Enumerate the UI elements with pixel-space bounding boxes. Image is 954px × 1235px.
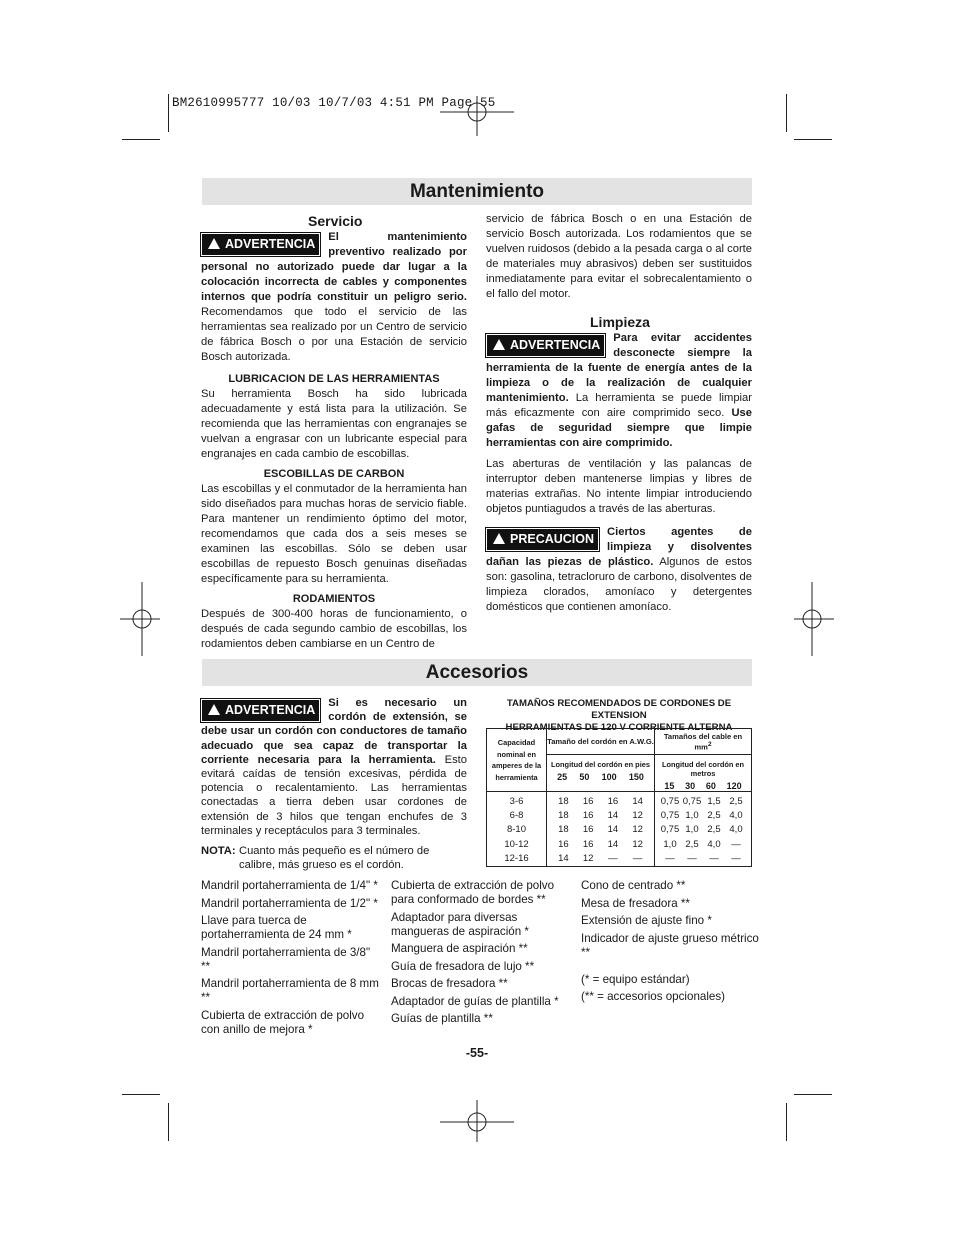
bearings-heading: RODAMIENTOS bbox=[292, 593, 376, 605]
list-item: Cubierta de extracción de polvo con anillo de mejora * bbox=[201, 1008, 365, 1036]
mm-lengths: Longitud del cordón en metros 15 30 60 120 bbox=[655, 755, 752, 792]
table-cell: — bbox=[731, 852, 741, 864]
table-cell: 12 bbox=[632, 838, 643, 850]
table-cell: 16 bbox=[582, 810, 594, 822]
amps-header: Capacidad nominal en amperes de la herramienta bbox=[487, 729, 547, 792]
table-cell: — bbox=[687, 852, 697, 864]
table-cell: 16 bbox=[607, 796, 619, 807]
table-cell: 0,75 bbox=[660, 810, 680, 822]
table-cell: 16 bbox=[582, 838, 594, 850]
amps-cell: 8-10 bbox=[506, 824, 526, 836]
table-title: TAMAÑOS RECOMENDADOS DE CORDONES DE EXTENSION HERRAMIENTAS DE 120 V CORRIENTE ALTERNA bbox=[505, 698, 733, 733]
registration-mark bbox=[794, 582, 834, 656]
table-cell: 4,0 bbox=[729, 824, 743, 836]
table-cell: 1,5 bbox=[707, 796, 721, 807]
amps-cell: 12-16 bbox=[504, 852, 529, 864]
table-row bbox=[547, 809, 654, 823]
table-cell: 14 bbox=[558, 852, 569, 864]
list-item: Adaptador de guías de plantilla * bbox=[391, 994, 559, 1008]
table-cell: 14 bbox=[607, 838, 619, 850]
crop-mark bbox=[122, 139, 160, 140]
crop-mark bbox=[786, 1103, 787, 1141]
warning-triangle-icon bbox=[493, 339, 505, 350]
table-cell: 14 bbox=[632, 796, 643, 807]
table-row bbox=[547, 823, 654, 837]
crop-mark bbox=[786, 94, 787, 132]
list-item: Llave para tuerca de portaherramienta de 24 mm * bbox=[201, 914, 352, 941]
amps-cell: 3-6 bbox=[509, 796, 524, 807]
awg-header: Tamaño del cordón en A.W.G. bbox=[547, 729, 655, 755]
table-cell: 12 bbox=[582, 852, 594, 864]
table-cell: 2,5 bbox=[707, 810, 721, 822]
mm-length-header: 30 bbox=[685, 781, 696, 791]
table-cell: — bbox=[608, 852, 618, 864]
cleaning-text: Las aberturas de ventilación y las palancas de interruptor deben mantenerse limpias y libres de materias extrañas. No intente limpiar introduciendo objetos puntiagudos a través de las aberturas. bbox=[486, 458, 752, 515]
table-cell: 12 bbox=[632, 824, 643, 836]
page-number: -55- bbox=[465, 1046, 489, 1060]
legend-standard: (* = equipo estándar) bbox=[581, 972, 690, 986]
warning-triangle-icon bbox=[208, 238, 220, 249]
section-title-maintenance: Mantenimiento bbox=[202, 178, 752, 205]
table-cell: 12 bbox=[632, 810, 643, 822]
table-cell: 4,0 bbox=[707, 838, 721, 850]
table-cell: 4,0 bbox=[729, 810, 743, 822]
accessory-list-1 bbox=[201, 879, 381, 1040]
table-cell: — bbox=[731, 838, 741, 850]
list-item: Mesa de fresadora ** bbox=[581, 896, 690, 910]
list-item: Mandril portaherramienta de 1/4" * bbox=[201, 879, 378, 892]
amps-cell: 6-8 bbox=[509, 810, 524, 822]
crop-mark bbox=[794, 1094, 832, 1095]
table-row bbox=[655, 852, 751, 866]
list-item: Cono de centrado ** bbox=[581, 879, 686, 892]
awg-values bbox=[547, 792, 655, 867]
maintenance-left-column bbox=[201, 213, 467, 652]
lubrication-heading: LUBRICACION DE LAS HERRAMIENTAS bbox=[228, 373, 440, 385]
registration-mark bbox=[440, 1100, 514, 1142]
table-cell: — bbox=[665, 852, 675, 864]
list-item: Adaptador para diversas mangueras de aspiración * bbox=[391, 910, 529, 938]
table-cell: 18 bbox=[558, 796, 569, 807]
table-row bbox=[655, 838, 751, 852]
warning-triangle-icon bbox=[208, 704, 220, 715]
extension-cord-warning bbox=[201, 696, 467, 872]
accessory-list-2 bbox=[391, 879, 571, 1030]
accessory-list-3 bbox=[581, 879, 761, 1008]
table-cell: 2,5 bbox=[729, 796, 743, 807]
cleaning-heading: Limpieza bbox=[590, 314, 650, 330]
cleaning-warning: ADVERTENCIA Para evitar accidentes desconecte siempre la herramienta de la fuente de energía antes de la limpieza o de la realización de cualquier mantenimiento. La herramienta se puede limpiar más eficazmente con aire comprimido seco. Use gafas de seguridad siempre que limpie herramientas con aire comprimido. bbox=[486, 332, 752, 449]
crop-mark bbox=[168, 94, 169, 132]
table-row bbox=[655, 823, 751, 837]
table-cell: — bbox=[709, 852, 719, 864]
list-item: Guías de plantilla ** bbox=[391, 1012, 493, 1025]
service-warning: ADVERTENCIA El mantenimiento preventivo realizado por personal no autorizado puede dar lugar a la colocación incorrecta de cables y componentes internos que podría constituir un peligro serio. Recomendamos que todo el servicio de las herramientas sea realizado por un Centro de servicio de fábrica Bosch o por una Estación de servicio Bosch autorizada. bbox=[201, 231, 467, 363]
registration-mark bbox=[440, 96, 514, 136]
table-cell: 14 bbox=[607, 824, 619, 836]
note-label: NOTA: bbox=[201, 845, 236, 858]
cord-size-table bbox=[486, 728, 752, 867]
list-item: Guía de fresadora de lujo ** bbox=[391, 959, 535, 973]
brushes-text: Las escobillas y el conmutador de la herramienta han sido diseñados para muchas horas de servicio fiable. Para mantener un rendimiento óptimo del motor, recomendamos que cada dos a seis meses se examinen las escobillas. Sólo se deben usar escobillas de repuesto Bosch genuinas diseñadas específicamente para su herramienta. bbox=[201, 483, 467, 585]
mm-length-header: 15 bbox=[664, 781, 675, 791]
list-item: Mandril portaherramienta de 1/2" * bbox=[201, 896, 378, 910]
registration-mark bbox=[120, 582, 160, 656]
table-cell: 18 bbox=[558, 824, 569, 836]
table-cell: 0,75 bbox=[660, 796, 680, 807]
crop-mark bbox=[794, 139, 832, 140]
table-cell: 16 bbox=[582, 824, 594, 836]
mm-header: Tamaños del cable en $mm^2$ bbox=[655, 729, 752, 755]
warning-badge: ADVERTENCIA bbox=[201, 699, 320, 722]
list-item: Cubierta de extracción de polvo para conformado de bordes ** bbox=[391, 879, 555, 906]
list-item: Indicador de ajuste grueso métrico ** bbox=[581, 931, 759, 959]
table-cell: 2,5 bbox=[707, 824, 721, 836]
table-row bbox=[547, 795, 654, 809]
table-cell: 14 bbox=[607, 810, 619, 822]
section-title-accessories: Accesorios bbox=[202, 659, 752, 686]
brushes-heading: ESCOBILLAS DE CARBON bbox=[263, 468, 405, 480]
list-item: Brocas de fresadora ** bbox=[391, 977, 508, 990]
table-cell: 1,0 bbox=[663, 838, 677, 850]
table-cell: 1,0 bbox=[685, 824, 699, 836]
legend-optional: (** = accesorios opcionales) bbox=[581, 990, 726, 1003]
print-header: BM2610995777 10/03 10/7/03 4:51 PM Page 55 bbox=[172, 96, 496, 110]
table-row bbox=[547, 838, 654, 852]
warning-triangle-icon bbox=[493, 533, 505, 544]
service-heading: Servicio bbox=[308, 213, 363, 229]
cord-warning-text: ADVERTENCIA Si es necesario un cordón de extensión, se debe usar un cordón con conductores de tamaño adecuado que sea capaz de transportar la corriente necesaria para la herramienta. Esto evitará caídas de tensión excesivas, pérdida de potencia o recalentamiento. Las herramientas conectadas a tierra deben usar cordones de extensión de 3 hilos que tengan enchufes de 3 terminales y receptáculos para 3 terminales. bbox=[201, 697, 467, 837]
note-text: Cuanto más pequeño es el número de calibre, más grueso es el cordón. bbox=[239, 845, 430, 872]
list-item: Manguera de aspiración ** bbox=[391, 942, 528, 955]
table-cell: 16 bbox=[558, 838, 569, 850]
list-item: Extensión de ajuste fino * bbox=[581, 914, 712, 927]
warning-badge: ADVERTENCIA bbox=[201, 233, 320, 256]
table-row bbox=[655, 809, 751, 823]
table-cell: 18 bbox=[558, 810, 569, 822]
bearings-text: Después de 300-400 horas de funcionamiento, o después de cada segundo cambio de escobillas, los rodamientos deben cambiarse en un Centro de bbox=[201, 608, 467, 650]
crop-mark bbox=[168, 1103, 169, 1141]
mm-values bbox=[655, 792, 752, 867]
list-item: Mandril portaherramienta de 3/8" ** bbox=[201, 945, 371, 973]
table-cell: 0,75 bbox=[682, 796, 702, 807]
amps-cell: 10-12 bbox=[504, 838, 529, 850]
caution-badge: PRECAUCION bbox=[486, 528, 599, 551]
awg-length-header: 100 bbox=[601, 772, 617, 782]
table-cell: 16 bbox=[582, 796, 594, 807]
bearings-continued: servicio de fábrica Bosch o en una Estación de servicio Bosch autorizada. Los rodamientos que se vuelven ruidosos (debido a la pesada carga o al corte de materiales muy abrasivos) deben ser sustituidos inmediatamente para evitar el sobrecalentamiento o el fallo del motor. bbox=[486, 213, 752, 300]
awg-length-header: 150 bbox=[628, 772, 644, 782]
note bbox=[201, 844, 467, 872]
awg-lengths: Longitud del cordón en pies 25 50 100 150 bbox=[547, 755, 655, 792]
maintenance-right-column bbox=[486, 212, 752, 615]
mm-length-header: 120 bbox=[726, 781, 742, 791]
warning-badge: ADVERTENCIA bbox=[486, 334, 605, 357]
cleaning-caution: PRECAUCION Ciertos agentes de limpieza y disolventes dañan las piezas de plástico. Algunos de estos son: gasolina, tetracloruro de carbono, disolventes de limpieza clorados, amoníaco y detergentes domésticos que contienen amoníaco. bbox=[486, 526, 752, 613]
awg-length-header: 25 bbox=[557, 772, 568, 782]
table-cell: 1,0 bbox=[685, 810, 699, 822]
table-cell: 2,5 bbox=[685, 838, 699, 850]
crop-mark bbox=[122, 1094, 160, 1095]
table-row bbox=[655, 795, 751, 809]
lubrication-text: Su herramienta Bosch ha sido lubricada adecuadamente y está lista para la utilización. Se recomienda que las herramientas con engranajes se vuelvan a engrasar con un lubricante especial para engranajes en cada cambio de escobillas. bbox=[201, 388, 467, 460]
list-item: Mandril portaherramienta de 8 mm ** bbox=[201, 977, 379, 1004]
amps-column bbox=[487, 792, 547, 867]
table-row bbox=[547, 852, 654, 866]
mm-length-header: 60 bbox=[705, 781, 716, 791]
awg-length-header: 50 bbox=[579, 772, 590, 782]
table-cell: — bbox=[632, 852, 643, 864]
table-cell: 0,75 bbox=[660, 824, 680, 836]
